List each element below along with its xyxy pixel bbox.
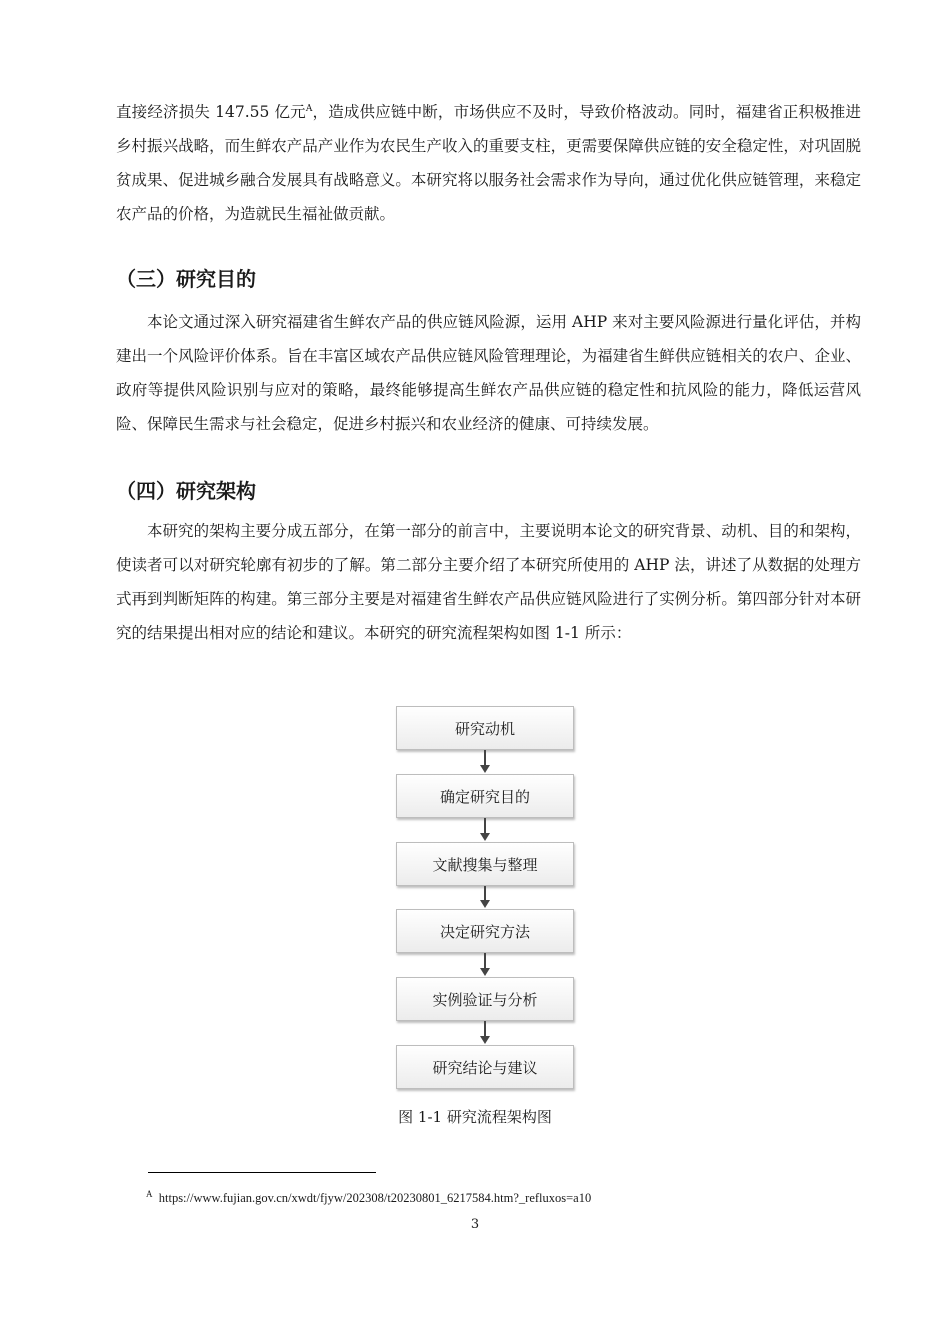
flow-step-conclusion: 研究结论与建议	[396, 1045, 574, 1089]
arrow-head-icon	[480, 900, 490, 908]
flow-step-decide-method: 决定研究方法	[396, 909, 574, 953]
footnote-link[interactable]: https://www.fujian.gov.cn/xwdt/fjyw/202308/t20230801_6217584.htm?_refluxos=a10	[158, 1191, 592, 1205]
arrow-head-icon	[480, 765, 490, 773]
arrow-head-icon	[480, 1036, 490, 1044]
paragraph-intro-continuation	[116, 95, 861, 231]
figure-caption: 图 1-1 研究流程架构图	[398, 1108, 552, 1126]
footnote	[146, 1188, 592, 1206]
flow-step-research-motivation: 研究动机	[396, 706, 574, 750]
paragraph-research-purpose: 本论文通过深入研究福建省生鲜农产品的供应链风险源，运用 AHP 来对主要风险源进行量化评估，并构建出一个风险评价体系。旨在丰富区域农产品供应链风险管理理论，为福建省生鲜供应链相关的农户、企业、政府等提供风险识别与应对的策略，最终能够提高生鲜农产品供应链的稳定性和抗风险的能力，降低运营风险、保障民生需求与社会稳定，促进乡村振兴和农业经济的健康、可持续发展。	[116, 313, 861, 433]
flow-arrow	[484, 1021, 486, 1036]
flow-step-define-purpose: 确定研究目的	[396, 774, 574, 818]
flow-step-case-analysis: 实例验证与分析	[396, 977, 574, 1021]
flow-step-literature-review: 文献搜集与整理	[396, 842, 574, 886]
section-heading-research-framework: （四）研究架构	[116, 479, 256, 503]
footnote-reference[interactable]: A	[305, 103, 313, 114]
footnote-marker: A	[146, 1188, 153, 1199]
paragraph-research-framework: 本研究的架构主要分成五部分，在第一部分的前言中，主要说明本论文的研究背景、动机、目的和架构，使读者可以对研究轮廓有初步的了解。第二部分主要介绍了本研究所使用的 AHP 法，讲述了从数据的处理方式再到判断矩阵的构建。第三部分主要是对福建省生鲜农产品供应链风险进行了实例分析。第四部分针对本研究的结果提出相对应的结论和建议。本研究的研究流程架构如图 1-1 所示：	[116, 522, 861, 642]
arrow-head-icon	[480, 833, 490, 841]
footnote-divider	[148, 1172, 376, 1173]
flow-arrow	[484, 886, 486, 900]
paragraph-intro-text-b: ，造成供应链中断，市场供应不及时，导致价格波动。同时，福建省正积极推进乡村振兴战略，而生鲜农产品产业作为农民生产收入的重要支柱，更需要保障供应链的安全稳定性，对巩固脱贫成果、促进城乡融合发展具有战略意义。本研究将以服务社会需求作为导向，通过优化供应链管理，来稳定农产品的价格，为造就民生福祉做贡献。	[116, 103, 861, 223]
flow-arrow	[484, 953, 486, 968]
arrow-head-icon	[480, 968, 490, 976]
flow-arrow	[484, 750, 486, 765]
section-heading-research-purpose: （三）研究目的	[116, 267, 256, 291]
page-number: 3	[470, 1217, 480, 1232]
paragraph-intro-text-a: 直接经济损失 147.55 亿元	[116, 103, 306, 121]
flow-arrow	[484, 818, 486, 833]
